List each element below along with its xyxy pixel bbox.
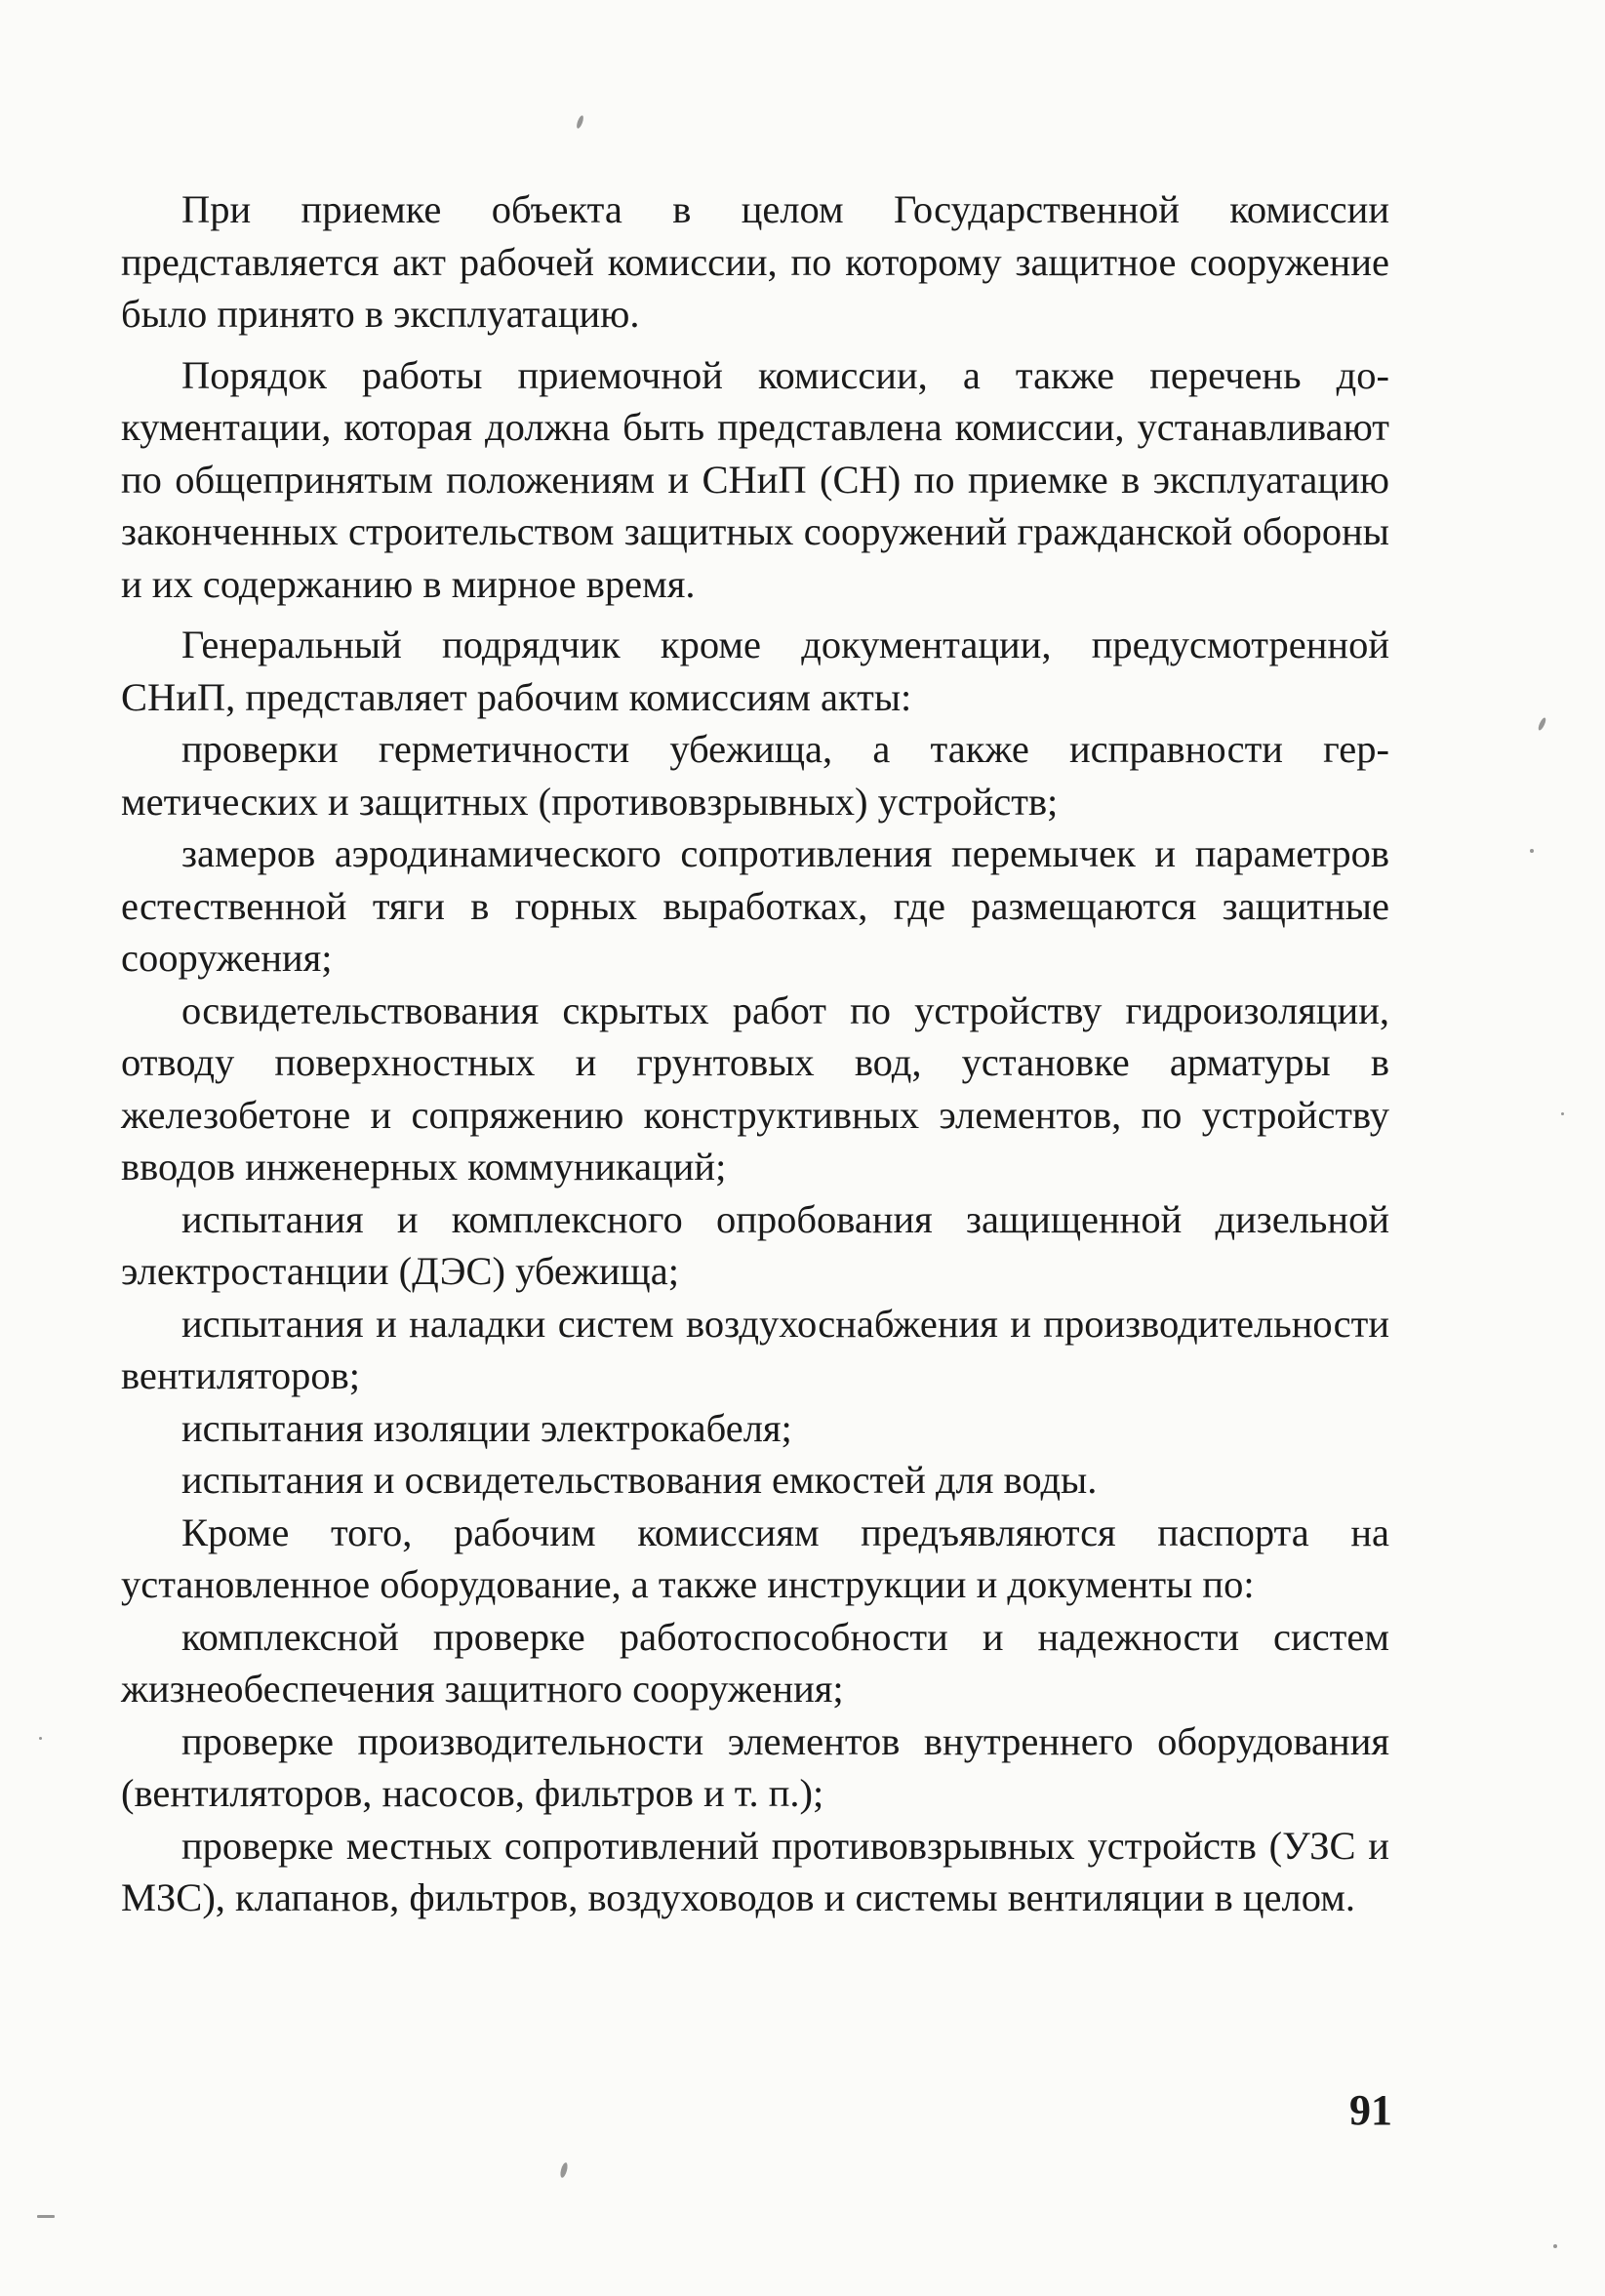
list-item-2: замеров аэродинамического сопротивления перемычек и параметров естественной тяги в горных выработках, где размещаются защитные сооружения; (121, 831, 1389, 980)
list-item-6: испытания изоляции электрокабеля; (181, 1405, 792, 1450)
paragraph-3: Генеральный подрядчик кроме документации, предусмотренной СНиП, представляет рабочим комиссиям акты: (121, 623, 1389, 719)
list-item-5: испытания и наладки систем воздухоснабжения и производительности вентиляторов; (121, 1301, 1389, 1397)
scan-speck (37, 2215, 55, 2218)
scan-speck (1537, 717, 1546, 732)
paragraph-1: При приемке объекта в целом Государственной комиссии представляется акт рабочей комиссии, по которому защитное сооружение было принято в эксплуатацию. (121, 187, 1389, 336)
list-item-9: проверке производительности элементов внутреннего оборудования (вентиляторов, насосов, фильтров и т. п.); (121, 1718, 1389, 1815)
scan-speck (39, 1737, 42, 1740)
scan-speck (1553, 2244, 1557, 2248)
page-text (121, 183, 1389, 1924)
scan-speck (559, 2161, 569, 2178)
paragraph-2: Порядок работы приемочной комиссии, а также перечень документации, которая должна быть представлена комиссии, устанавливают по общепринятым положениям и СНиП (СН) по приемке в эксплуатацию законченных строительством защитных сооружений гражданской обороны и их содержанию в мирное время. (121, 352, 1389, 606)
list-item-10: проверке местных сопротивлений противовзрывных устройств (УЗС и МЗС), клапанов, фильтров, воздуховодов и системы вентиляции в целом. (121, 1823, 1389, 1919)
list-item-8: комплексной проверке работоспособности и надежности систем жизнеобеспечения защитного сооружения; (121, 1614, 1389, 1711)
scan-speck (1530, 849, 1534, 853)
scan-speck (576, 115, 584, 130)
list-item-1: проверки герметичности убежища, а также исправности герметических и защитных (противовзрывных) устройств; (121, 727, 1389, 824)
list-item-4: испытания и комплексного опробования защищенной дизельной электростанции (ДЭС) убежища; (121, 1196, 1389, 1293)
paragraph-4: Кроме того, рабочим комиссиям предъявляются паспорта на установленное оборудование, а также инструкции и документы по: (121, 1510, 1389, 1606)
page-number: 91 (1349, 2086, 1392, 2134)
scan-speck (1561, 1112, 1564, 1115)
list-item-3: освидетельствования скрытых работ по устройству гидроизоляции, отводу поверхностных и грунтовых вод, установке арматуры в железобетоне и сопряжению конструктивных элементов, по устройству вводов инженерных коммуникаций; (121, 987, 1389, 1188)
list-item-7: испытания и освидетельствования емкостей для воды. (181, 1458, 1098, 1502)
